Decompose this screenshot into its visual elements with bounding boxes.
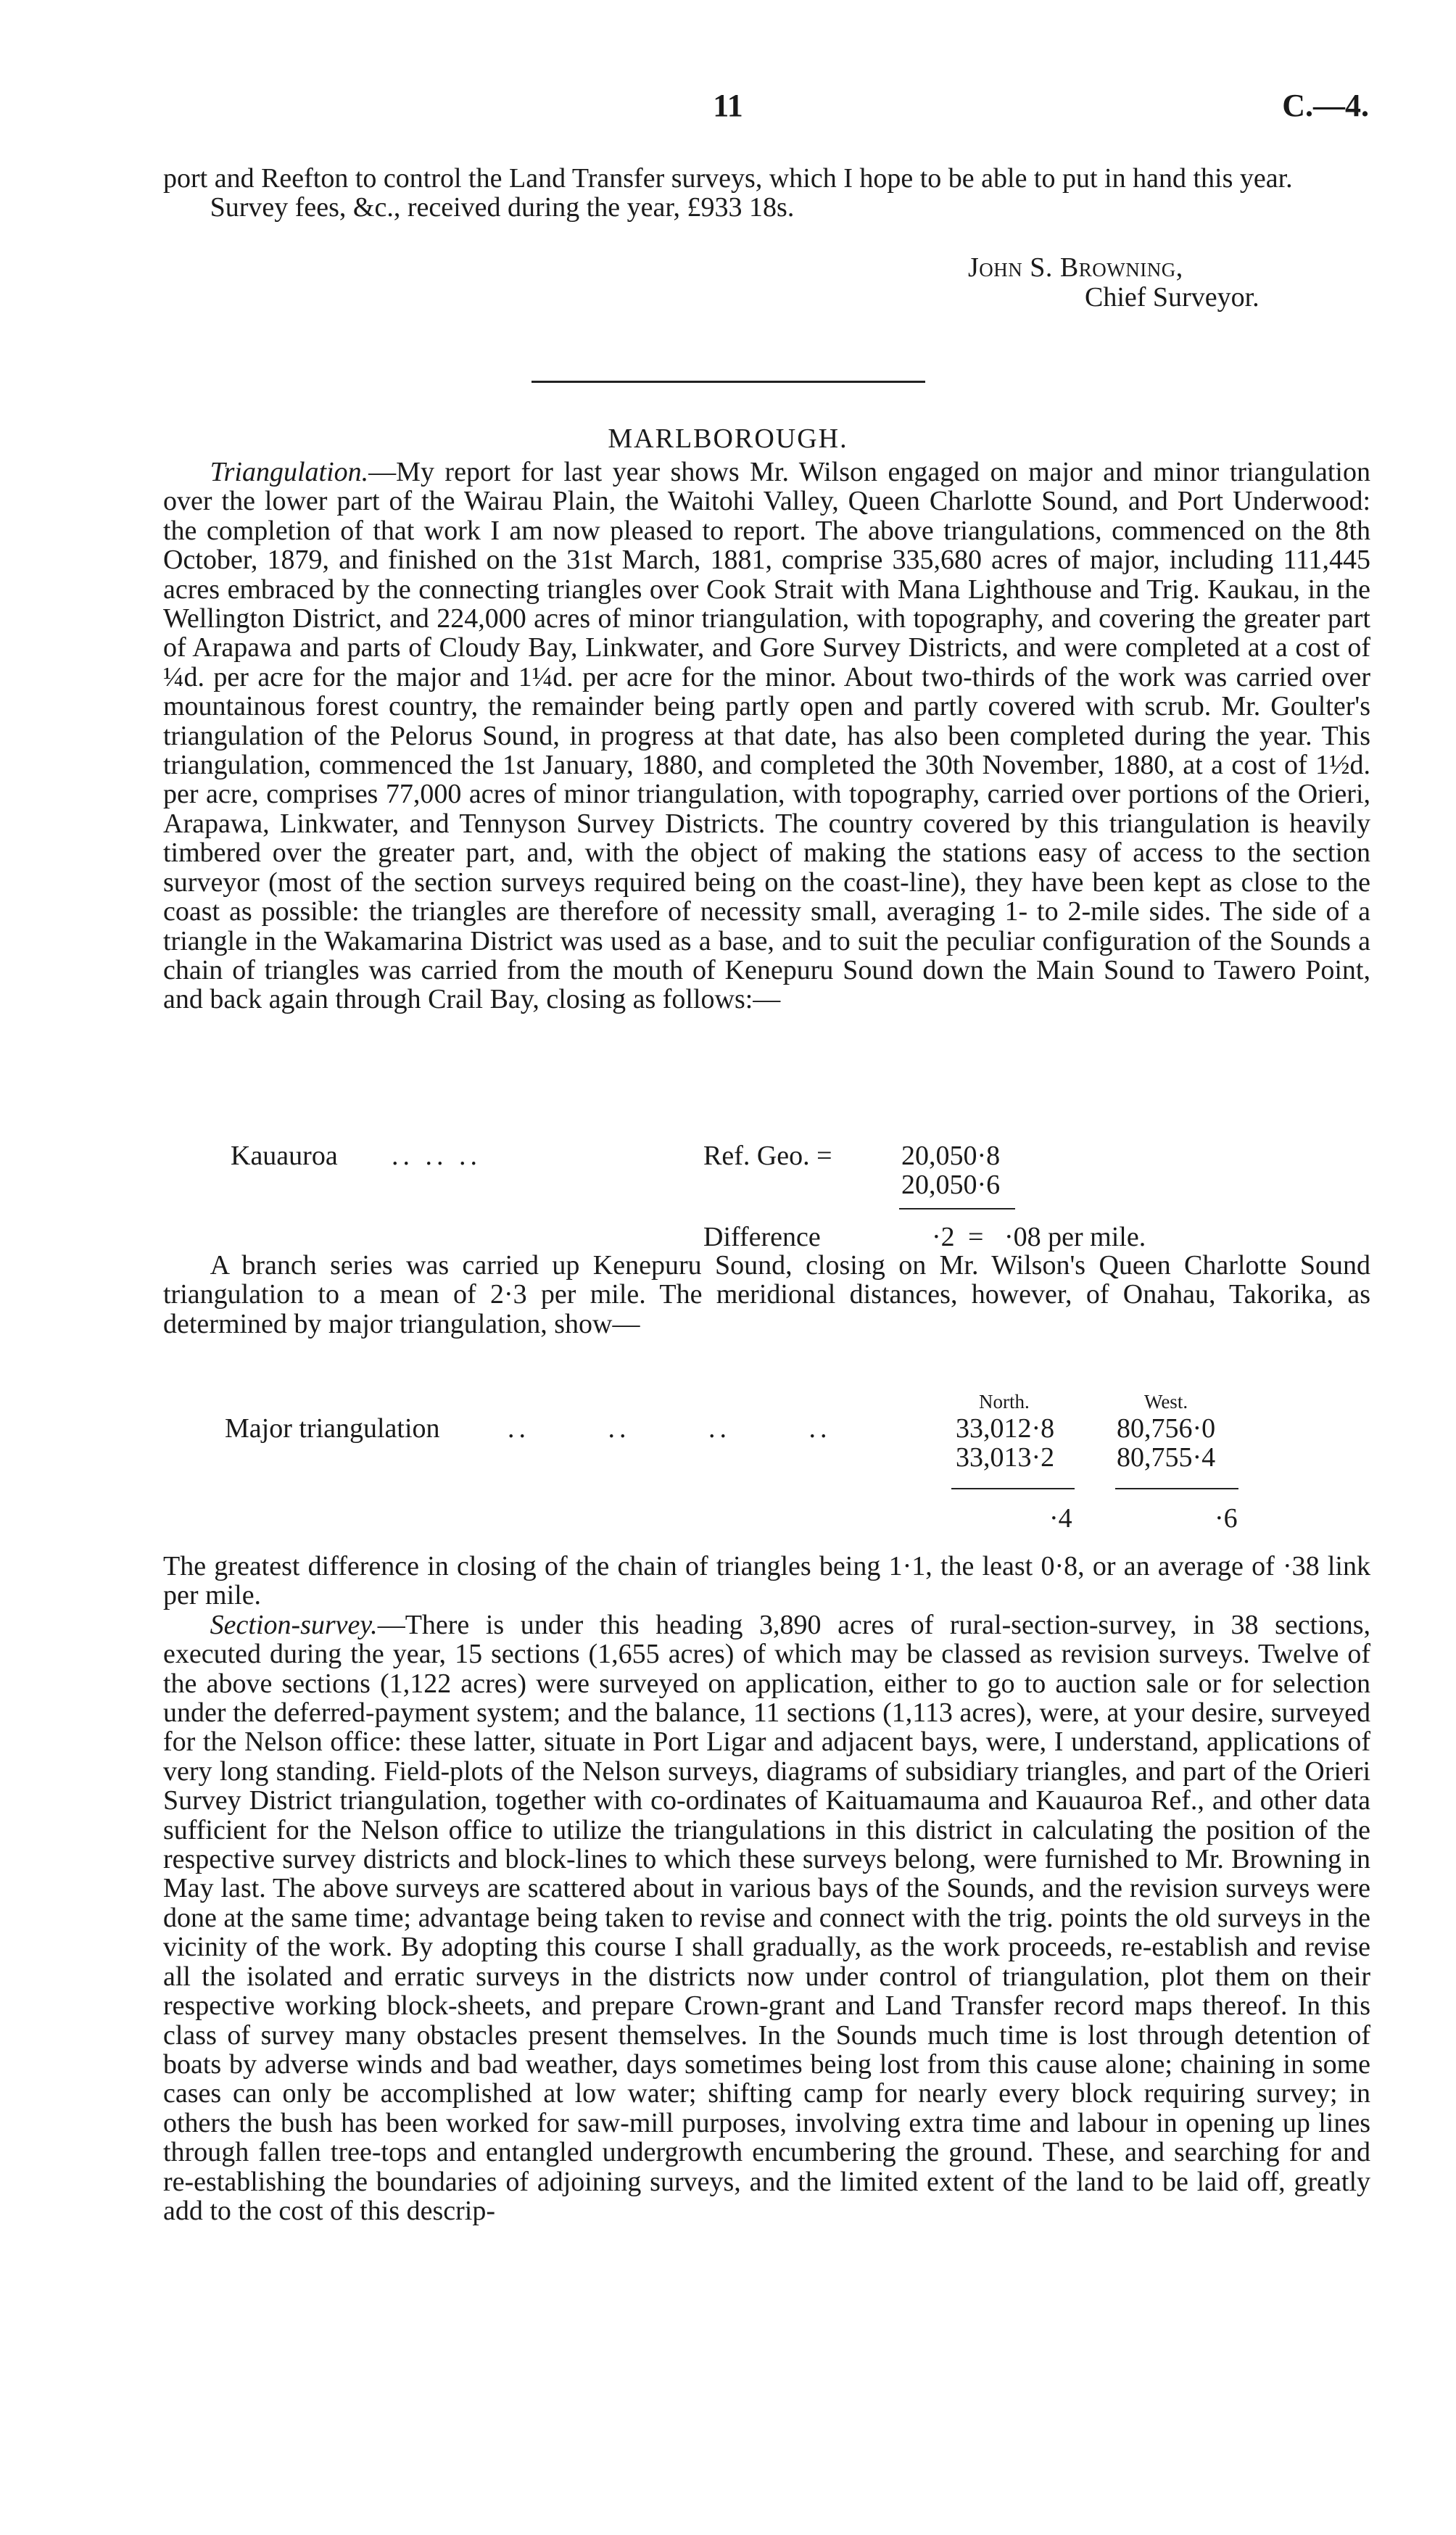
difference-equals: = <box>968 1222 984 1252</box>
closing-summary <box>163 1552 1370 2225</box>
closing-value-2: 20,050·6 <box>901 1170 1001 1200</box>
signature-name: John S. Browning, <box>968 252 1183 283</box>
intro-text <box>163 164 1370 223</box>
closing-rule <box>899 1208 1015 1209</box>
station-leader-dots: .. .. .. <box>392 1141 481 1171</box>
west-rule <box>1115 1488 1238 1489</box>
triangulation-label: Triangulation. <box>210 457 369 487</box>
section-survey-text: —There is under this heading 3,890 acres of rural-section-survey, in 38 sections, executed during the year, 15 sections (1,655 acres) of which may be classed as revision surveys. Twelve of the above sections (1,122 acres) were surveyed on application, either to go to auction sale or for selection under the deferred-payment system; and the balance, 11 sections (1,113 acres), were, at your desire, surveyed for the Nelson office: these latter, situate in Port Ligar and adjacent bays, were, I understand, applications of very long standing. Field-plots of the Nelson surveys, diagrams of subsidiary triangles, and part of the Orieri Survey District triangulation, together with co-ordinates of Kaituamauma and Kauauroa Ref., and other data sufficient for the Nelson office to utilize the triangulations in this district in calculating the position of the respective survey districts and block-lines to which these surveys belong, were furnished to Mr. Browning in May last. The above surveys are scattered about in various bays of the Sounds, and the revision surveys were done at the same time; advantage being taken to revise and connect with the trig. points the old surveys in the vicinity of the work. By adopting this course I shall gradually, as the work proceeds, re-establish and revise all the isolated and erratic surveys in the districts now under control of triangulation, plot them on their respective working block-sheets, and prepare Crown-grant and Land Transfer record maps thereof. In this class of survey many obstacles present themselves. In the Sounds much time is lost through detention of boats by adverse winds and bad weather, days sometimes being lost from this cause alone; chaining in some cases can only be accomplished at low water; shifting camp for nearly every block requiring survey; in others the bush has been worked for saw-mill purposes, involving extra time and labour in opening up lines through fallen tree-tops and entangled undergrowth encumbering the ground. These, and searching for and re-establishing the boundaries of adjoining surveys, and the limited extent of the land to be laid off, greatly add to the cost of this descrip- <box>163 1609 1370 2226</box>
difference-per-mile: ·08 per mile. <box>1004 1222 1146 1252</box>
major-leader-dots: .. .. .. .. <box>508 1413 832 1444</box>
branch-text: A branch series was carried up Kenepuru Sound, closing on Mr. Wilson's Queen Charlotte Sound triangulation to a mean of 2·3 per mile. The meridional distances, however, of Onahau, Takorika, as determined by major triangulation, show— <box>163 1250 1370 1339</box>
west-value-2: 80,755·4 <box>1117 1442 1216 1473</box>
north-value-1: 33,012·8 <box>956 1413 1055 1444</box>
survey-fees-line: Survey fees, &c., received during the year, £933 18s. <box>210 192 795 223</box>
north-difference: ·4 <box>1049 1503 1072 1534</box>
west-difference: ·6 <box>1215 1503 1238 1534</box>
major-triangulation-label: Major triangulation <box>225 1413 440 1444</box>
section-survey-label: Section-survey. <box>210 1609 378 1640</box>
signature-title: Chief Surveyor. <box>1085 282 1259 313</box>
north-value-2: 33,013·2 <box>956 1442 1055 1473</box>
section-heading: MARLBOROUGH. <box>608 423 848 454</box>
intro-paragraph: port and Reefton to control the Land Transfer surveys, which I hope to be able to put in hand this year. <box>163 163 1293 194</box>
difference-value: ·2 <box>932 1222 955 1252</box>
west-value-1: 80,756·0 <box>1117 1413 1216 1444</box>
station-name: Kauauroa <box>231 1141 338 1171</box>
closing-value-1: 20,050·8 <box>901 1141 1001 1171</box>
ref-geo-label: Ref. Geo. = <box>703 1141 832 1171</box>
north-rule <box>951 1488 1075 1489</box>
triangulation-text: —My report for last year shows Mr. Wilson engaged on major and minor triangulation over the lower part of the Wairau Plain, the Waitohi Valley, Queen Charlotte Sound, and Port Underwood: the completion of that work I am now pleased to report. The above triangulations, commenced on the 8th October, 1879, and finished on the 31st March, 1881, comprise 335,680 acres of major, including 111,445 acres embraced by the connecting triangles over Cook Strait with Mana Lighthouse and Trig. Kaukau, in the Wellington District, and 224,000 acres of minor triangulation, with topography, and covering the greater part of Arapawa and parts of Cloudy Bay, Linkwater, and Gore Survey Districts, and were completed at a cost of ¼d. per acre for the major and 1¼d. per acre for the minor. About two-thirds of the work was carried over mountainous forest country, the remainder being partly open and partly covered with scrub. Mr. Goulter's triangulation of the Pelorus Sound, in progress at that date, has also been completed during the year. This triangulation, commenced the 1st January, 1880, and completed the 30th November, 1880, at a cost of 1½d. per acre, comprises 77,000 acres of minor triangulation, with topography, carried over portions of the Orieri, Arapawa, Linkwater, and Tennyson Survey Districts. The country covered by this triangulation is heavily timbered over the greater part, and, with the object of making the stations easy of access to the section surveyor (most of the section surveys required being on the coast-line), they have been kept as close to the coast as possible: the triangles are therefore of necessity small, averaging 1- to 2-mile sides. The side of a triangle in the Wakamarina District was used as a base, and to suit the peculiar configuration of the Sounds a chain of triangles was carried from the mouth of Kenepuru Sound down the Main Sound to Tawero Point, and back again through Crail Bay, closing as follows:— <box>163 457 1370 1015</box>
greatest-difference-text: The greatest difference in closing of the chain of triangles being 1·1, the least 0·8, or an average of ·38 link per mile. <box>163 1551 1370 1611</box>
branch-paragraph <box>163 1251 1370 1339</box>
page-number: 11 <box>713 88 743 123</box>
difference-label: Difference <box>703 1222 821 1252</box>
section-divider <box>531 381 925 383</box>
column-north: North. <box>979 1391 1030 1413</box>
triangulation-paragraph <box>163 458 1370 1014</box>
column-west: West. <box>1144 1391 1188 1413</box>
paper-id: C.—4. <box>1282 88 1369 123</box>
